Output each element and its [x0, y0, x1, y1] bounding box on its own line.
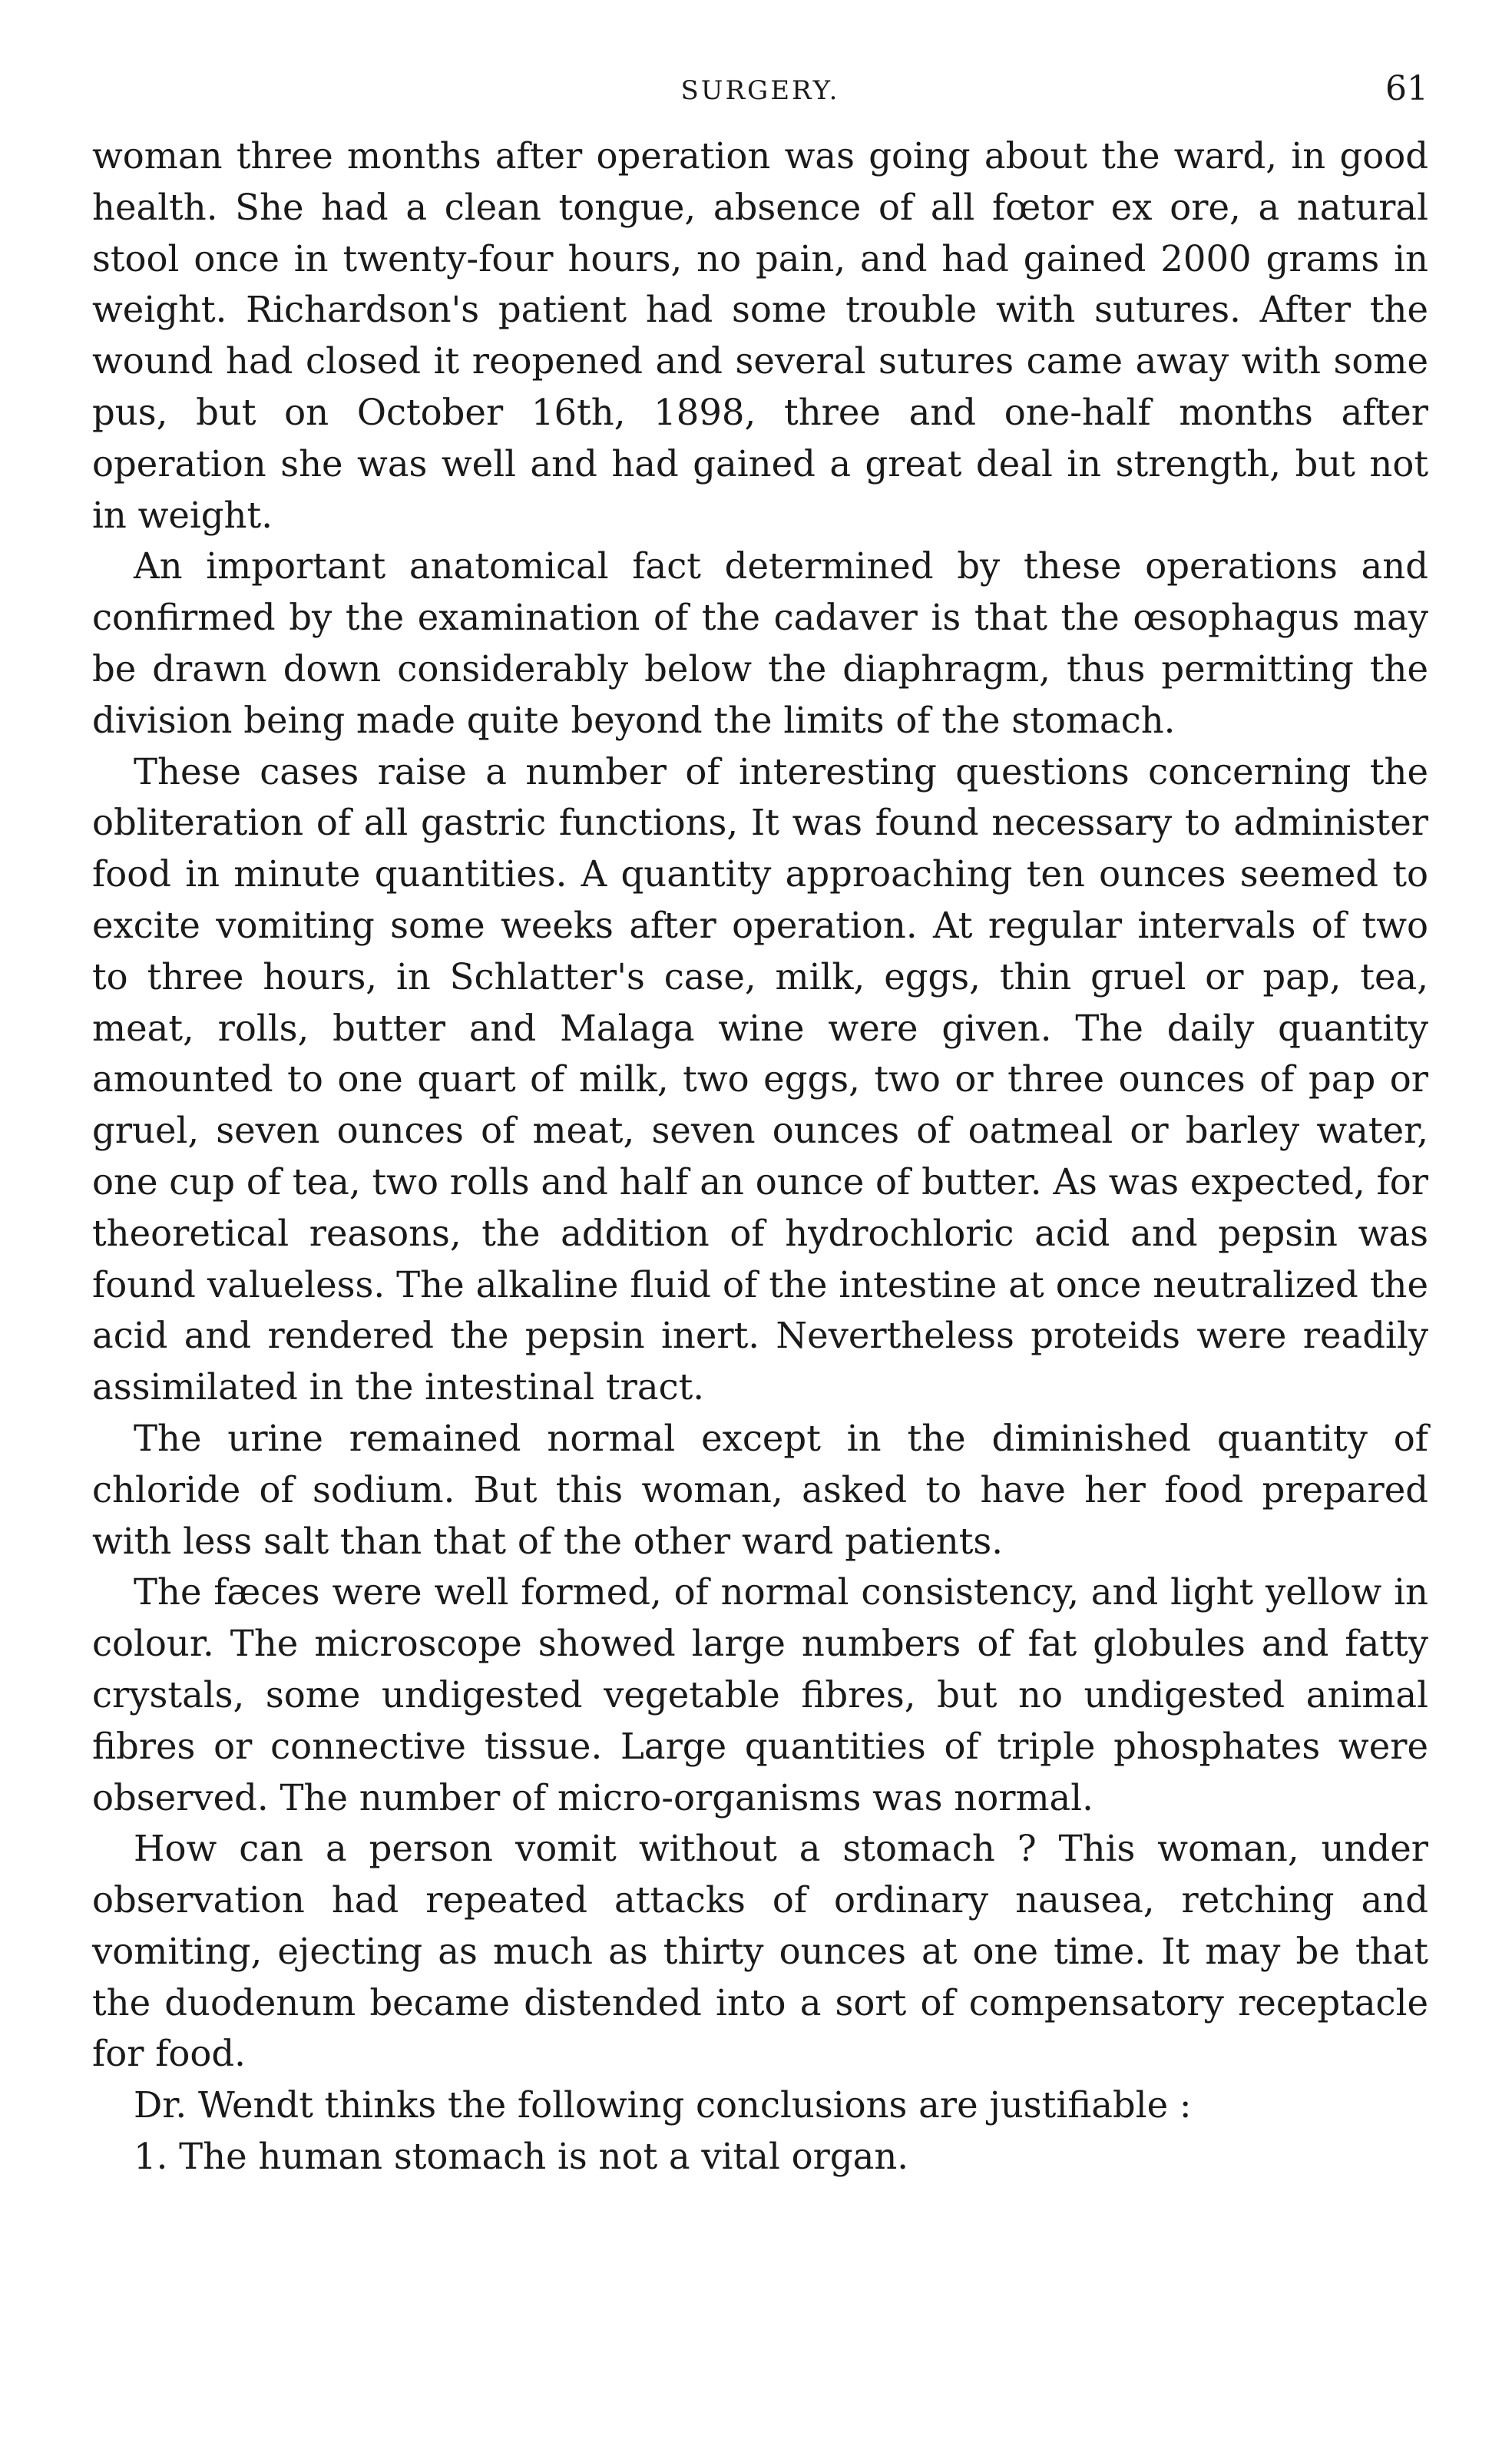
page-number: 61 — [1385, 69, 1428, 108]
paragraph-urine: The urine remained normal except in the diminished quantity of chloride of sodium. But this woman, asked to have her food prepared with less salt than that of the other ward patients. — [92, 1417, 1428, 1562]
paragraph-anatomical-fact: An important anatomical fact determined by these operations and confirmed by the examination of the cadaver is that the œsophagus may be drawn down considerably below the diaphragm, thus permitting the division being made quite beyond the limits of the stomach. — [92, 545, 1428, 741]
body-text — [92, 131, 1428, 2183]
conclusion-item-1: 1. The human stomach is not a vital organ. — [134, 2136, 909, 2178]
paragraph-vomiting: How can a person vomit without a stomach ? This woman, under observation had repeated attacks of ordinary nausea, retching and vomiting, ejecting as much as thirty ounces at one time. It may be that the duodenum became distended into a sort of compensatory receptacle for food. — [92, 1828, 1428, 2075]
book-page — [92, 61, 1428, 2183]
paragraph-conclusions-intro: Dr. Wendt thinks the following conclusions are justifiable : — [134, 2084, 1192, 2126]
running-title: SURGERY. — [680, 75, 840, 106]
paragraph-faeces: The fæces were well formed, of normal consistency, and light yellow in colour. The microscope showed large numbers of fat globules and fatty crystals, some undigested vegetable fibres, but no undigested animal fibres or connective tissue. Large quantities of triple phosphates were observed. The number of micro-organisms was normal. — [92, 1571, 1428, 1819]
paragraph-gastric-functions: These cases raise a number of interesting questions concerning the obliteration of all gastric functions, It was found necessary to administer food in minute quantities. A quantity approaching ten ounces seemed to excite vomiting some weeks after operation. At regular intervals of two to three hours, in Schlatter's case, milk, eggs, thin gruel or pap, tea, meat, rolls, butter and Malaga wine were given. The daily quantity amounted to one quart of milk, two eggs, two or three ounces of pap or gruel, seven ounces of meat, seven ounces of oatmeal or barley water, one cup of tea, two rolls and half an ounce of butter. As was expected, for theoretical reasons, the addition of hydrochloric acid and pepsin was found valueless. The alkaline fluid of the intestine at once neutralized the acid and rendered the pepsin inert. Nevertheless proteids were readily assimilated in the intestinal tract. — [92, 750, 1428, 1408]
paragraph-continuation: woman three months after operation was going about the ward, in good health. She had a clean tongue, absence of all fœtor ex ore, a natural stool once in twenty-four hours, no pain, and had gained 2000 grams in weight. Richardson's patient had some trouble with sutures. After the wound had closed it reopened and several sutures came away with some pus, but on October 16th, 1898, three and one-half months after operation she was well and had gained a great deal in strength, but not in weight. — [92, 135, 1428, 536]
running-head — [92, 61, 1428, 131]
